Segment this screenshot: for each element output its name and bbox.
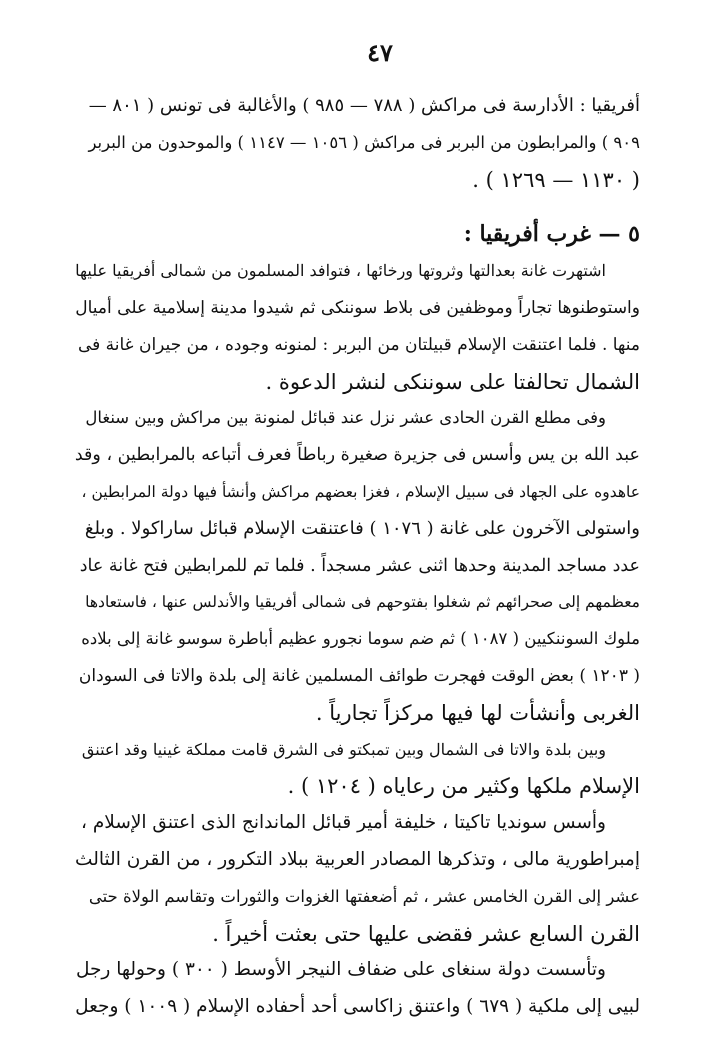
text-line: ٩٠٩ ) والمرابطون من البربر فى مراكش ( ١٠٥٦ — ١١٤٧ ) والموحدون من البربر xyxy=(88,132,640,152)
text-line: ( ١١٣٠ — ١٢٦٩ ) . xyxy=(472,167,640,192)
text-line: واستوطنوها تجاراً وموظفين فى بلاط سوننكى ثم شيدوا مدينة إسلامية على أميال xyxy=(75,297,640,318)
text-line: اشتهرت غانة بعدالتها وثروتها ورخائها ، فتوافد المسلمون من شمالى أفريقيا عليها xyxy=(75,261,606,281)
text-line: القرن السابع عشر فقضى عليها حتى بعثت أخيراً . xyxy=(212,921,640,946)
text-line: إمبراطورية مالى ، وتذكرها المصادر العربية ببلاد التكرور ، من القرن الثالث xyxy=(75,848,640,870)
body-text xyxy=(74,88,640,1026)
text-line: وأسس سونديا تاكيتا ، خليفة أمير قبائل الماندانج الذى اعتنق الإسلام ، xyxy=(81,812,606,834)
text-line: الشمال تحالفتا على سوننكى لنشر الدعوة . xyxy=(265,369,640,394)
text-line: عشر إلى القرن الخامس عشر ، ثم أضعفتها الغزوات والثورات وتقاسم الولاة حتى xyxy=(88,886,640,906)
text-line: ملوك السوننكيين ( ١٠٨٧ ) ثم ضم سوما نجورو عظيم أباطرة سوسو غانة إلى بلاده xyxy=(81,629,640,649)
text-line: الإسلام ملكها وكثير من رعاياه ( ١٢٠٤ ) . xyxy=(287,774,640,799)
text-line: واستولى الآخرون على غانة ( ١٠٧٦ ) فاعتنقت الإسلام قبائل ساراكولا . وبلغ xyxy=(84,517,640,539)
text-line: وفى مطلع القرن الحادى عشر نزل عند قبائل لمنونة بين مراكش وبين سنغال xyxy=(85,408,606,428)
text-line: لبيى إلى ملكية ( ٦٧٩ ) واعتنق زاكاسى أحد أحفاده الإسلام ( ١٠٠٩ ) وجعل xyxy=(75,996,640,1018)
text-line: عاهدوه على الجهاد فى سبيل الإسلام ، فغزا بعضهم مراكش وأنشأ فيها دولة المرابطين ، xyxy=(81,482,640,501)
text-line: وتأسست دولة سنغاى على ضفاف النيجر الأوسط ( ٣٠٠ ) وحولها رجل xyxy=(75,959,606,981)
text-line: عبد الله بن يس وأسس فى جزيرة صغيرة رباطاً فعرف أتباعه بالمرابطين ، وقد xyxy=(74,445,640,466)
section-heading: ٥ — غرب أفريقيا : xyxy=(463,221,640,248)
text-line: عدد مساجد المدينة وحدها اثنى عشر مسجداً . فلما تم للمرابطين فتح غانة عاد xyxy=(79,555,640,576)
section-gap xyxy=(74,198,640,216)
text-line: ( ١٢٠٣ ) بعض الوقت فهجرت طوائف المسلمين غانة إلى بلدة والاتا فى السودان xyxy=(78,665,640,686)
page-number: ٤٧ xyxy=(367,38,393,67)
text-line: وبين بلدة والاتا فى الشمال وبين تمبكتو فى الشرق قامت مملكة غينيا وقد اعتنق xyxy=(81,739,606,759)
text-line: معظمهم إلى صحرائهم ثم شغلوا بفتوحهم فى شمالى أفريقيا والأندلس عنها ، فاستعادها xyxy=(85,593,640,612)
text-line: منها . فلما اعتنقت الإسلام قبيلتان من البربر : لمنونه وجوده ، من جيران غانة فى xyxy=(77,334,640,355)
text-line: الغربى وأنشأت لها فيها مركزاً تجارياً . xyxy=(315,700,640,725)
text-line: أفريقيا : الأدارسة فى مراكش ( ٧٨٨ — ٩٨٥ ) والأغالبة فى تونس ( ٨٠١ — xyxy=(88,95,640,116)
